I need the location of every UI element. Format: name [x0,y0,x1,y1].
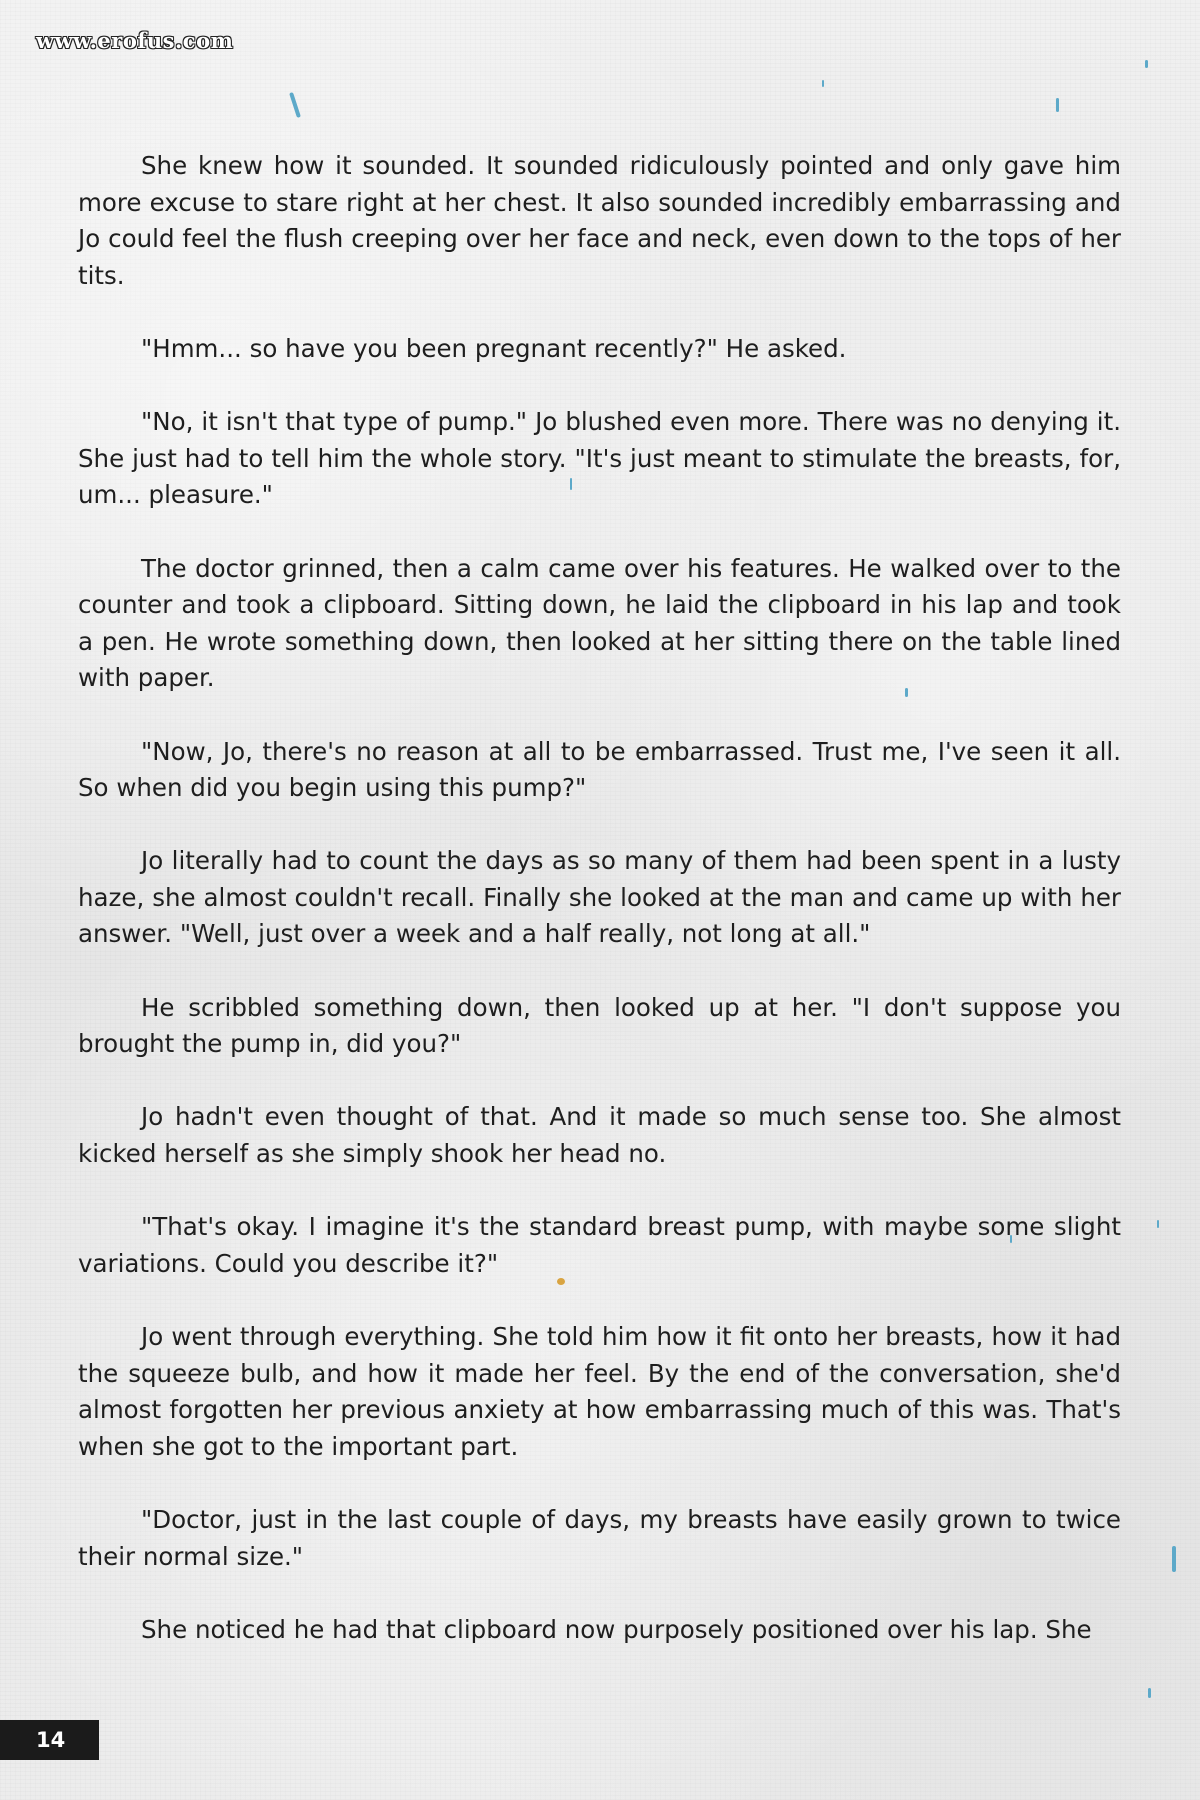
paragraph: Jo went through everything. She told him how it fit onto her breasts, how it had the squeeze bulb, and how it made her feel. By the end of the conversation, she'd almost forgotten her previous anxiety at how embarrassing much of this was. That's when she got to the important part. [78,1322,1121,1461]
paint-speck [1148,1688,1151,1698]
paragraph: "Hmm... so have you been pregnant recently?" He asked. [141,333,847,363]
paragraph: "No, it isn't that type of pump." Jo blushed even more. There was no denying it. She just had to tell him the whole story. "It's just meant to stimulate the breasts, for, um... pleasure." [78,407,1121,510]
paint-speck [1056,98,1059,112]
paint-speck [822,80,824,87]
paint-speck [1157,1220,1159,1228]
paragraph: She noticed he had that clipboard now purposely positioned over his lap. She [141,1614,1092,1644]
paragraph: She knew how it sounded. It sounded ridiculously pointed and only gave him more excuse to stare right at her chest. It also sounded incredibly embarrassing and Jo could feel the flush creeping over her face and neck, even down to the tops of her tits. [78,151,1121,290]
page-number-tab: 14 [0,1720,99,1760]
paragraph: "Now, Jo, there's no reason at all to be embarrassed. Trust me, I've seen it all. So when did you begin using this pump?" [78,736,1121,803]
paint-speck [289,92,301,118]
paint-speck [1145,60,1148,68]
paragraph: He scribbled something down, then looked up at her. "I don't suppose you brought the pump in, did you?" [78,992,1121,1059]
paragraph: Jo hadn't even thought of that. And it made so much sense too. She almost kicked herself as she simply shook her head no. [78,1102,1121,1169]
paragraph: The doctor grinned, then a calm came over his features. He walked over to the counter and took a clipboard. Sitting down, he laid the clipboard in his lap and took a pen. He wrote something down, then looked at her sitting there on the table lined with paper. [78,553,1121,693]
paragraph: Jo literally had to count the days as so many of them had been spent in a lusty haze, she almost couldn't recall. Finally she looked at the man and came up with her answer. "Well, just over a week and a half really, not long at all." [78,846,1121,949]
paint-speck [1172,1546,1176,1572]
paragraph: "Doctor, just in the last couple of days, my breasts have easily grown to twice their normal size." [78,1504,1121,1571]
story-text [78,148,1121,1685]
paragraph: "That's okay. I imagine it's the standard breast pump, with maybe some slight variations. Could you describe it?" [78,1212,1121,1278]
site-watermark: www.erofus.com [36,28,234,53]
